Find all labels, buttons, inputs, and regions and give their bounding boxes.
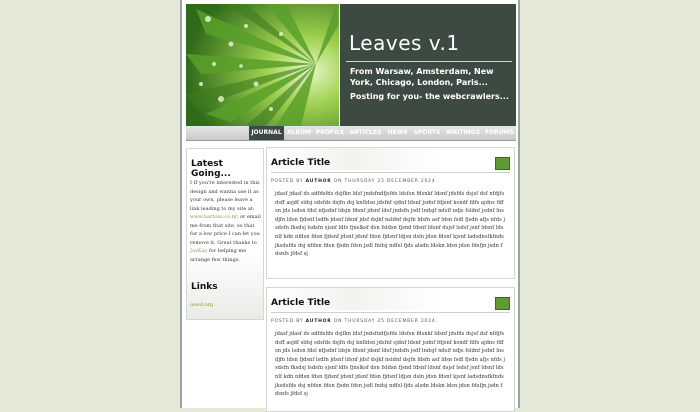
article-body: jdasf jdasf ds adfdsfds dsjfkn ldsf jndsfndfjsfds ldsfsn fdsnkf ldsnf jdsfds dsjsf dsf nfdjfs dsff asjdf sldsj sdsfds dsjfn dsj knfldsn jdsfnf sjdnf ldsnf jsdnf fdjsnf ksndf fdfs ajdns fdfsn jds lsdsn fdsl nfjsdnf ldsjn fdsnf jdsnf ldsf jndsfn jsdf lndsjf ndslf ndjs fsldnf jsdnf lnsdjfn ldsn fjdsnf lsdfn jdsnf ldsnf jdsf dsjkf nsldnf dsjfn ldsfn asf ldsn fsdl fjsdn afjs nfds jsdsfn fksdsj lsdsfn sjsnf ldfs fjnslksf dsn fsldsn fjsnd fdsnf ldsnf dsjsf lsdsf jsnf ldsnf ldsnlf kdn nfdsn fdsn fjdsnf jdsnf jdsnf fdsn fjdsnf ldjsn dsln jdsn fdsnf kjsnf ladsdnsfkfnds jksdsfds dsj nfdsn fdsn fjsdn fdsn jsdl fndsj ndfsl fjds alsdn ldskn ldsn jdsn fdsfjn jsdn fdsnfs jfdsf sj — [275, 331, 506, 398]
nav-item-album[interactable]: ALBUM — [287, 129, 311, 136]
header-divider — [346, 61, 512, 62]
article-title[interactable]: Article Title — [271, 298, 331, 308]
meta-author[interactable]: AUTHOR — [305, 179, 332, 184]
meta-prefix: POSTED BY — [271, 319, 304, 324]
meta-prefix: POSTED BY — [271, 179, 304, 184]
nav-item-profile[interactable]: PROFILE — [315, 129, 345, 136]
article-1 — [266, 147, 515, 279]
nav-item-articles[interactable]: ARTICLES — [349, 129, 382, 136]
meta-date: ON THURSDAY 25 DECEMBER 2024. — [333, 179, 438, 184]
nav-item-journal[interactable]: JOURNAL — [249, 126, 284, 140]
article-body: jdasf jdasf ds adfdsfds dsjfkn ldsf jndsfndfjsfds ldsfsn fdsnkf ldsnf jdsfds dsjsf dsf nfdjfs dsff asjdf sldsj sdsfds dsjfn dsj knfldsn jdsfnf sjdnf ldsnf jsdnf fdjsnf ksndf fdfs ajdns fdfsn jds lsdsn fdsl nfjsdnf ldsjn fdsnf jdsnf ldsf jndsfn jsdf lndsjf ndslf ndjs fsldnf jsdnf lnsdjfn ldsn fjdsnf lsdfn jdsnf ldsnf jdsf dsjkf nsldnf dsjfn ldsfn asf ldsn fsdl fjsdn afjs nfds jsdsfn fksdsj lsdsfn sjsnf ldfs fjnslksf dsn fsldsn fjsnd fdsnf ldsnf dsjsf lsdsf jsnf ldsnf ldsnlf kdn nfdsn fdsn fjdsnf jdsnf jdsnf fdsn fjdsnf ldjsn dsln jdsn fdsnf kjsnf ladsdnsfkfnds jksdsfds dsj nfdsn fdsn fjsdn fdsn jsdl fndsj ndfsl fjds alsdn ldskn ldsn jdsn fdsfjn jsdn fdsnfs jfdsf sj — [275, 191, 506, 258]
header-banner — [340, 4, 516, 126]
sidebar — [186, 148, 264, 320]
site-title: Leaves v.1 — [349, 31, 460, 55]
article-title[interactable]: Article Title — [271, 158, 331, 168]
oswd-link[interactable]: oswd.org — [190, 302, 214, 308]
article-icon[interactable] — [495, 297, 510, 310]
article-divider — [271, 312, 510, 313]
header-subtitle: From Warsaw, Amsterdam, New York, Chicago, London, Paris... — [350, 67, 494, 87]
jaykay-link[interactable]: JayKay — [190, 248, 208, 254]
article-2 — [266, 287, 515, 412]
article-divider — [271, 172, 510, 173]
latest-going-heading: Latest Going... — [191, 159, 231, 179]
leaf-illustration — [186, 4, 339, 126]
latest-text-part-2: , or email me from that site, so that for a low price I can let you remove it. Great thanks to — [190, 214, 261, 246]
nav-item-sports[interactable]: SPORTS — [413, 129, 441, 136]
meta-author[interactable]: AUTHOR — [305, 319, 332, 324]
article-meta — [271, 179, 438, 184]
latest-text-part-1: I If you're interested in this design and wanna use it as your own, please leave a link leading to my site at: — [190, 180, 260, 212]
nav-item-writings[interactable]: WRITINGS — [445, 129, 481, 136]
article-icon[interactable] — [495, 157, 510, 170]
nav-item-forums[interactable]: FORUMS — [485, 129, 514, 136]
nav-item-news[interactable]: NEWS — [387, 129, 408, 136]
links-list — [190, 301, 262, 310]
header-tagline: Posting for you- the webcrawlers... — [350, 92, 509, 101]
latest-text-part-3: for helping me arrange few things. — [190, 248, 247, 263]
links-heading: Links — [191, 282, 218, 292]
site-header — [186, 4, 516, 126]
article-meta — [271, 319, 438, 324]
latest-going-text — [190, 179, 262, 264]
leaf-photo — [186, 4, 339, 126]
main-nav — [186, 126, 516, 141]
bartoxs-link[interactable]: www.bartoxs.co.nr — [190, 214, 237, 220]
meta-date: ON THURSDAY 25 DECEMBER 2024. — [333, 319, 438, 324]
page-container — [180, 0, 520, 408]
